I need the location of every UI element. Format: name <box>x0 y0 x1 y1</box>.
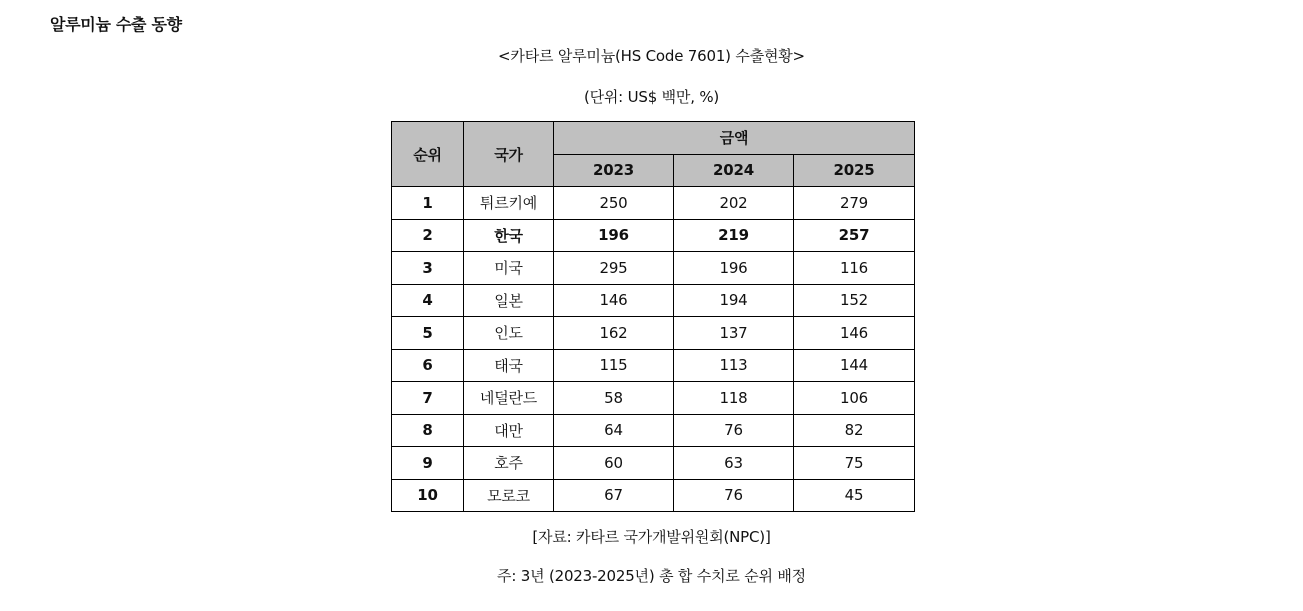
value-cell-2025: 279 <box>794 187 915 220</box>
value-cell-2025: 75 <box>794 447 915 480</box>
value-cell-2023: 60 <box>554 447 674 480</box>
table-row <box>392 349 915 382</box>
value-cell-2025: 146 <box>794 317 915 350</box>
value-cell-2024: 63 <box>674 447 794 480</box>
table-row <box>392 284 915 317</box>
header-amount: 금액 <box>554 122 915 155</box>
table-row <box>392 414 915 447</box>
export-table <box>391 121 915 512</box>
value-cell-2023: 196 <box>554 219 674 252</box>
country-cell: 한국 <box>464 219 554 252</box>
value-cell-2025: 116 <box>794 252 915 285</box>
value-cell-2023: 67 <box>554 479 674 512</box>
value-cell-2024: 196 <box>674 252 794 285</box>
rank-cell: 10 <box>392 479 464 512</box>
header-row-top <box>392 122 915 155</box>
value-cell-2023: 64 <box>554 414 674 447</box>
table-title: <카타르 알루미늄(HS Code 7601) 수출현황> <box>498 47 805 65</box>
country-cell: 튀르키예 <box>464 187 554 220</box>
value-cell-2024: 113 <box>674 349 794 382</box>
value-cell-2024: 118 <box>674 382 794 415</box>
rank-cell: 4 <box>392 284 464 317</box>
value-cell-2023: 250 <box>554 187 674 220</box>
table-row <box>392 382 915 415</box>
table-row <box>392 187 915 220</box>
value-cell-2024: 194 <box>674 284 794 317</box>
rank-cell: 8 <box>392 414 464 447</box>
rank-cell: 1 <box>392 187 464 220</box>
section-heading: 알루미늄 수출 동향 <box>50 15 182 34</box>
table-row <box>392 252 915 285</box>
value-cell-2025: 106 <box>794 382 915 415</box>
table-body <box>392 187 915 512</box>
country-cell: 미국 <box>464 252 554 285</box>
country-cell: 일본 <box>464 284 554 317</box>
rank-cell: 2 <box>392 219 464 252</box>
source-note: [자료: 카타르 국가개발위원회(NPC)] <box>532 528 771 546</box>
value-cell-2025: 82 <box>794 414 915 447</box>
country-cell: 태국 <box>464 349 554 382</box>
value-cell-2025: 152 <box>794 284 915 317</box>
rank-cell: 5 <box>392 317 464 350</box>
rank-cell: 7 <box>392 382 464 415</box>
value-cell-2024: 76 <box>674 479 794 512</box>
value-cell-2023: 162 <box>554 317 674 350</box>
value-cell-2023: 58 <box>554 382 674 415</box>
country-cell: 대만 <box>464 414 554 447</box>
value-cell-2024: 219 <box>674 219 794 252</box>
value-cell-2023: 295 <box>554 252 674 285</box>
rank-cell: 9 <box>392 447 464 480</box>
country-cell: 모로코 <box>464 479 554 512</box>
rank-cell: 3 <box>392 252 464 285</box>
table-row <box>392 219 915 252</box>
country-cell: 네덜란드 <box>464 382 554 415</box>
table-header <box>392 122 915 187</box>
header-rank: 순위 <box>392 122 464 187</box>
country-cell: 호주 <box>464 447 554 480</box>
country-cell: 인도 <box>464 317 554 350</box>
table-row <box>392 447 915 480</box>
footnote: 주: 3년 (2023-2025년) 총 합 수치로 순위 배정 <box>497 567 806 585</box>
value-cell-2024: 76 <box>674 414 794 447</box>
header-year-2025: 2025 <box>794 154 915 187</box>
table-row <box>392 317 915 350</box>
value-cell-2025: 144 <box>794 349 915 382</box>
rank-cell: 6 <box>392 349 464 382</box>
header-year-2024: 2024 <box>674 154 794 187</box>
table-row <box>392 479 915 512</box>
value-cell-2025: 257 <box>794 219 915 252</box>
value-cell-2023: 146 <box>554 284 674 317</box>
header-year-2023: 2023 <box>554 154 674 187</box>
value-cell-2023: 115 <box>554 349 674 382</box>
value-cell-2024: 137 <box>674 317 794 350</box>
value-cell-2024: 202 <box>674 187 794 220</box>
header-country: 국가 <box>464 122 554 187</box>
unit-note: (단위: US$ 백만, %) <box>583 88 720 106</box>
value-cell-2025: 45 <box>794 479 915 512</box>
